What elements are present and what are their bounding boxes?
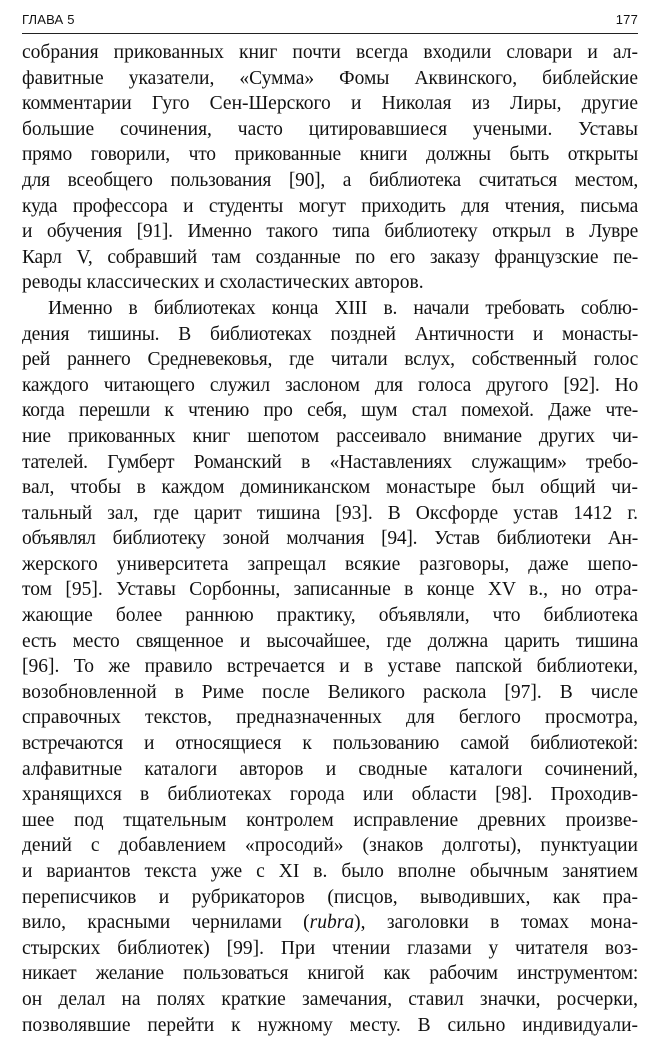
italic-term: rubra	[309, 912, 355, 934]
text-line: хранящихся в библиотеках города или области [98]. Проходив-	[22, 784, 638, 806]
text-line: тальный зал, где царит тишина [93]. В Оксфорде устав 1412 г.	[22, 502, 638, 524]
text-line: собрания прикованных книг почти всегда входили словари и ал-	[22, 42, 638, 63]
header-rule	[22, 33, 638, 34]
text-line: встречаются и относящиеся к пользованию самой библиотекой:	[22, 733, 638, 755]
text-line: ние прикованных книг шепотом рассеивало внимание других чи-	[22, 425, 638, 447]
text-line: Карл V, собравший там созданные по его заказу французские пе-	[22, 246, 638, 268]
text-line: рей раннего Средневековья, где читали вслух, собственный голос	[22, 349, 638, 371]
running-header	[22, 10, 638, 32]
text-line: когда перешли к чтению про себя, шум стал помехой. Даже чте-	[22, 400, 638, 422]
text-line: [96]. То же правило встречается и в уставе папской библиотеки,	[22, 656, 638, 678]
text-line: дения тишины. В библиотеках поздней Античности и монасты-	[22, 323, 638, 345]
text-line: жающие более раннюю практику, объявляли, что библиотека	[22, 605, 638, 627]
text-line: фавитные указатели, «Сумма» Фомы Аквинского, библейские	[22, 67, 638, 89]
paragraph-end-line: реводы классических и схоластических авторов.	[22, 272, 424, 294]
text-line: прямо говорили, что прикованные книги должны быть открыты	[22, 144, 638, 166]
text-line: том [95]. Уставы Сорбонны, записанные в конце XV в., но отра-	[22, 579, 638, 601]
text-before-italic: вило, красными чернилами (	[22, 912, 310, 934]
text-line: комментарии Гуго Сен-Шерского и Николая из Лиры, другие	[22, 93, 638, 115]
text-line: куда профессора и студенты могут приходить для чтения, письма	[22, 195, 638, 217]
text-line: для всеобщего пользования [90], а библиотека считаться местом,	[22, 169, 638, 191]
text-line: переписчиков и рубрикаторов (писцов, выводивших, как пра-	[22, 886, 638, 908]
chapter-label: ГЛАВА 5	[22, 12, 75, 27]
text-line-with-italic	[22, 910, 638, 936]
text-line: позволявшие перейти к нужному месту. В сильно индивидуали-	[22, 1014, 638, 1036]
text-line: дений с добавлением «просодий» (знаков долготы), пунктуации	[22, 835, 638, 857]
text-line: он делал на полях краткие замечания, ставил значки, росчерки,	[22, 988, 638, 1010]
paragraph-start-line: Именно в библиотеках конца XIII в. начали требовать соблю-	[48, 297, 638, 319]
text-after-italic: ), заголовки в томах мона-	[354, 912, 638, 934]
text-line: большие сочинения, часто цитировавшиеся учеными. Уставы	[22, 118, 638, 140]
text-line: алфавитные каталоги авторов и сводные каталоги сочинений,	[22, 758, 638, 780]
text-line: вал, чтобы в каждом доминиканском монастыре был общий чи-	[22, 477, 638, 499]
text-line: возобновленной в Риме после Великого раскола [97]. В числе	[22, 681, 638, 703]
text-line: жерского университета запрещал всякие разговоры, даже шепо-	[22, 553, 638, 575]
text-line: тателей. Гумберт Романский в «Наставлениях служащим» требо-	[22, 451, 638, 473]
text-line: и вариантов текста уже с XI в. было вполне обычным занятием	[22, 861, 638, 882]
page-number: 177	[615, 12, 638, 27]
text-line: стырских библиотек) [99]. При чтении глазами у читателя воз-	[22, 937, 638, 959]
text-line: шее под тщательным контролем исправление древних произве-	[22, 809, 638, 831]
text-line: никает желание пользоваться книгой как рабочим инструментом:	[22, 963, 638, 985]
text-line: есть место священное и высочайшее, где должна царить тишина	[22, 630, 638, 652]
text-line: объявлял библиотеку зоной молчания [94]. Устав библиотеки Ан-	[22, 528, 638, 550]
body-text	[22, 40, 638, 1038]
text-line: каждого читающего служил заслоном для голоса другого [92]. Но	[22, 374, 638, 396]
text-line: и обучения [91]. Именно такого типа библиотеку открыл в Лувре	[22, 221, 638, 243]
text-line: справочных текстов, предназначенных для беглого просмотра,	[22, 707, 638, 729]
